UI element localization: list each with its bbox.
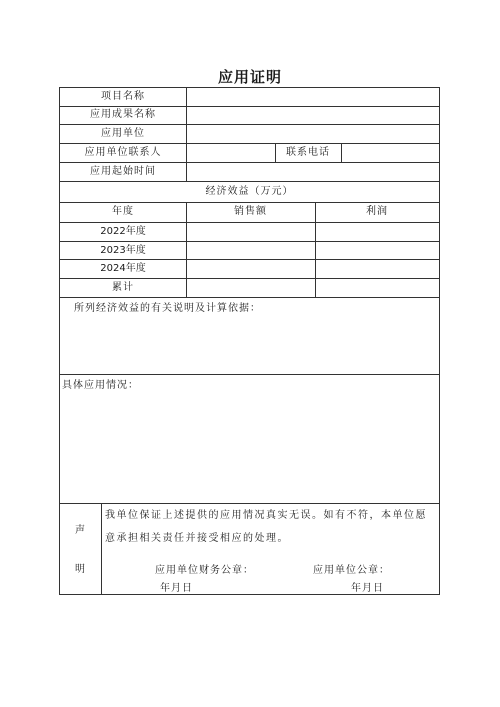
row-divider [60,124,439,125]
finance-date-label: 年月日 [160,583,193,594]
year-column-header: 年度 [112,206,134,217]
economic-benefit-header: 经济效益（万元） [205,186,294,197]
total-label: 累计 [112,282,134,293]
start-time-label: 应用起始时间 [90,166,156,177]
page-title: 应用证明 [217,68,282,86]
project-name-label: 项目名称 [101,91,145,102]
row-divider [60,143,439,144]
sales-column-header: 销售额 [234,206,267,217]
row-divider [60,278,439,279]
profit-column-header: 利润 [366,206,388,217]
column-divider [101,503,102,595]
column-divider [186,88,187,181]
applying-unit-label: 应用单位 [101,128,145,139]
year-2022-label: 2022年度 [100,226,146,237]
row-divider [60,162,439,163]
achievement-name-label: 应用成果名称 [90,109,156,120]
row-divider [60,374,439,375]
finance-seal-label: 应用单位财务公章： [155,565,254,576]
unit-date-label: 年月日 [351,583,384,594]
declaration-text: 我单位保证上述提供的应用情况真实无误。如有不符，本单位愿意承担相关责任并接受相应的处理。 [105,510,427,544]
row-divider [60,181,439,182]
usage-detail-label: 具体应用情况： [62,380,139,391]
certification-form [59,87,440,595]
column-divider [341,143,342,162]
row-divider [60,222,439,223]
statement-label-bottom: 明 [75,564,86,575]
unit-seal-label: 应用单位公章： [313,565,390,576]
row-divider [60,106,439,107]
row-divider [60,297,439,298]
row-divider [60,202,439,203]
year-2024-label: 2024年度 [100,263,146,274]
statement-label-top: 声 [75,525,86,536]
year-2023-label: 2023年度 [100,245,146,256]
unit-contact-label: 应用单位联系人 [84,147,162,158]
row-divider [60,259,439,260]
benefit-note-label: 所列经济效益的有关说明及计算依据： [74,303,261,314]
row-divider [60,241,439,242]
contact-phone-label: 联系电话 [286,147,330,158]
